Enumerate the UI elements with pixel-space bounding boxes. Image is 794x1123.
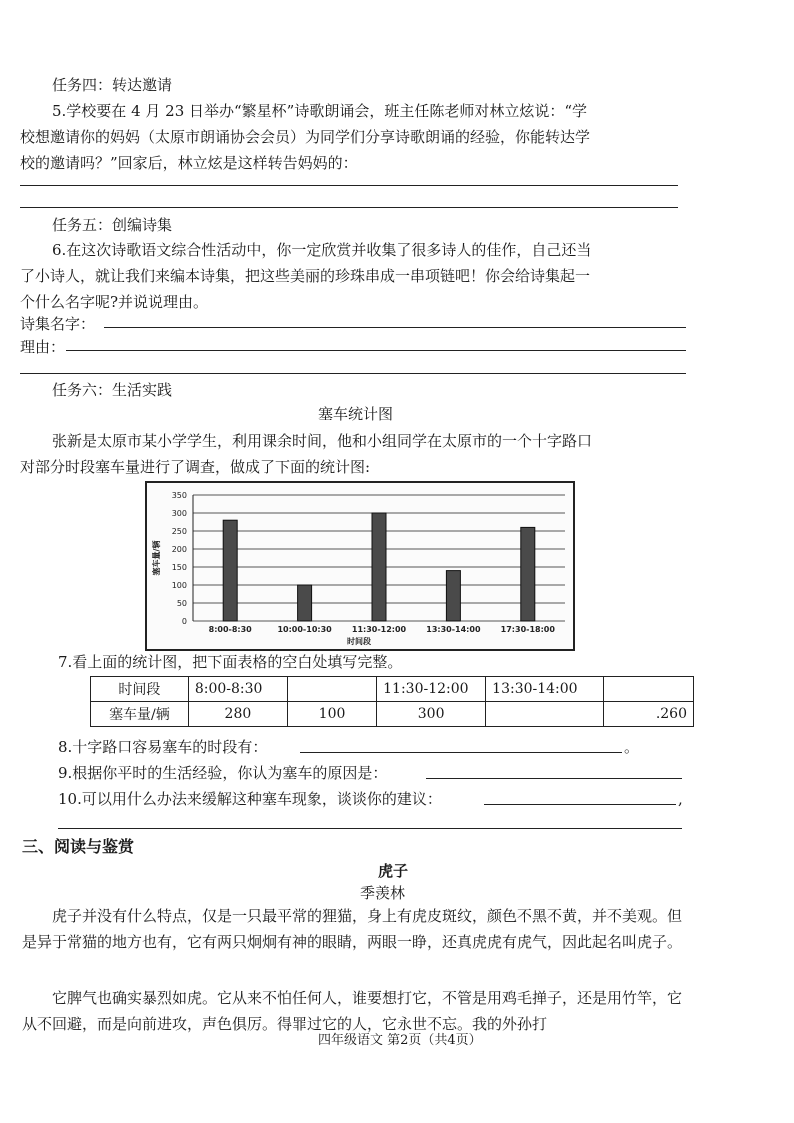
q8-text: 8.十字路口容易塞车的时段有： — [58, 738, 268, 756]
table-cell: 8:00-8:30 — [188, 677, 287, 702]
q5-line-2: 校想邀请你的妈妈（太原市朗诵协会会员）为同学们分享诗歌朗诵的经验，你能转达学 — [20, 128, 591, 146]
y-tick-label: 350 — [171, 491, 187, 500]
table-cell-blank[interactable] — [287, 677, 376, 702]
table-cell: .260 — [604, 702, 694, 727]
q5-answer-line-2[interactable] — [20, 207, 678, 208]
story-author: 季羡林 — [360, 884, 406, 902]
y-tick-label: 100 — [171, 581, 187, 590]
q8-end: 。 — [624, 738, 640, 756]
q10-end: , — [678, 790, 683, 808]
q5-answer-line-1[interactable] — [20, 185, 678, 186]
bar-8:00-8:30 — [223, 520, 237, 621]
q6-line-2: 了小诗人，就让我们来编本诗集，把这些美丽的珍珠串成一串项链吧！你会给诗集起一 — [20, 267, 591, 285]
y-tick-label: 50 — [176, 599, 187, 608]
reason-blank-2[interactable] — [20, 373, 686, 374]
y-tick-label: 200 — [171, 545, 187, 554]
q5-line-3: 校的邀请吗？”回家后，林立炫是这样转告妈妈的： — [20, 154, 358, 172]
task4-heading: 任务四：转达邀请 — [52, 76, 173, 94]
poetry-name-blank[interactable] — [104, 327, 686, 328]
table-cell: 100 — [287, 702, 376, 727]
q6-line-3: 个什么名字呢?并说说理由。 — [20, 293, 209, 311]
bar-11:30-12:00 — [372, 513, 386, 621]
table-cell: 300 — [377, 702, 486, 727]
bar-10:00-10:30 — [298, 585, 312, 621]
q6-line-1: 6.在这次诗歌语文综合性活动中，你一定欣赏并收集了很多诗人的佳作，自己还当 — [52, 241, 592, 259]
q10-blank-2[interactable] — [58, 828, 682, 829]
q9-text: 9.根据你平时的生活经验，你认为塞车的原因是： — [58, 764, 388, 782]
table-row — [91, 702, 694, 727]
reason-label: 理由： — [20, 338, 66, 356]
q9-blank[interactable] — [426, 778, 682, 779]
q10-text: 10.可以用什么办法来缓解这种塞车现象，谈谈你的建议： — [58, 790, 442, 808]
story-title: 虎子 — [378, 862, 409, 880]
task5-heading: 任务五：创编诗集 — [52, 216, 173, 234]
bar-17:30-18:00 — [521, 527, 535, 621]
table-row — [91, 677, 694, 702]
section3-heading: 三、阅读与鉴赏 — [22, 837, 135, 856]
y-axis-label: 塞车量/辆 — [152, 540, 161, 576]
reason-blank-1[interactable] — [66, 350, 686, 351]
x-tick-label: 8:00-8:30 — [208, 625, 252, 634]
x-axis-label: 时间段 — [347, 637, 371, 646]
y-tick-label: 250 — [171, 527, 187, 536]
q5-line-1: 5.学校要在 4 月 23 日举办“繁星杯”诗歌朗诵会，班主任陈老师对林立炫说：“学 — [52, 102, 588, 120]
bar-chart — [145, 481, 575, 651]
q7-text: 7.看上面的统计图，把下面表格的空白处填写完整。 — [58, 653, 403, 671]
page-footer: 四年级语文 第2页（共4页） — [318, 1033, 482, 1048]
table-header-count: 塞车量/辆 — [91, 702, 189, 727]
table-cell-blank[interactable] — [486, 702, 604, 727]
table-header-time: 时间段 — [91, 677, 189, 702]
intro-line-1: 张新是太原市某小学学生，利用课余时间，他和小组同学在太原市的一个十字路口 — [52, 432, 593, 450]
poetry-name-label: 诗集名字： — [20, 315, 96, 333]
x-tick-label: 17:30-18:00 — [500, 625, 555, 634]
x-tick-label: 13:30-14:00 — [426, 625, 481, 634]
y-tick-label: 300 — [171, 509, 187, 518]
x-tick-label: 10:00-10:30 — [277, 625, 332, 634]
bar-chart-svg — [147, 483, 573, 649]
y-tick-label: 0 — [181, 617, 187, 626]
x-tick-label: 11:30-12:00 — [351, 625, 407, 634]
table-cell: 280 — [188, 702, 287, 727]
intro-line-2: 对部分时段塞车量进行了调查，做成了下面的统计图: — [20, 458, 371, 476]
fill-table — [90, 676, 694, 727]
bar-13:30-14:00 — [446, 571, 460, 621]
table-cell: 13:30-14:00 — [486, 677, 604, 702]
table-cell: 11:30-12:00 — [377, 677, 486, 702]
table-cell-blank[interactable] — [604, 677, 694, 702]
task6-heading: 任务六：生活实践 — [52, 381, 173, 399]
chart-title: 塞车统计图 — [318, 405, 394, 423]
y-tick-label: 150 — [171, 563, 187, 572]
q8-blank[interactable] — [300, 752, 622, 753]
story-paragraph-2: 它脾气也确实暴烈如虎。它从来不怕任何人，谁要想打它，不管是用鸡毛掸子，还是用竹竿，它从不回避，而是向前进攻，声色俱厉。得罪过它的人，它永世不忘。我的外孙打 — [22, 989, 683, 1033]
q10-blank-1[interactable] — [484, 804, 676, 805]
story-paragraph-1: 虎子并没有什么特点，仅是一只最平常的狸猫，身上有虎皮斑纹，颜色不黑不黄，并不美观。但是异于常猫的地方也有，它有两只炯炯有神的眼睛，两眼一睁，还真虎虎有虎气，因此起名叫虎子。 — [22, 907, 683, 951]
